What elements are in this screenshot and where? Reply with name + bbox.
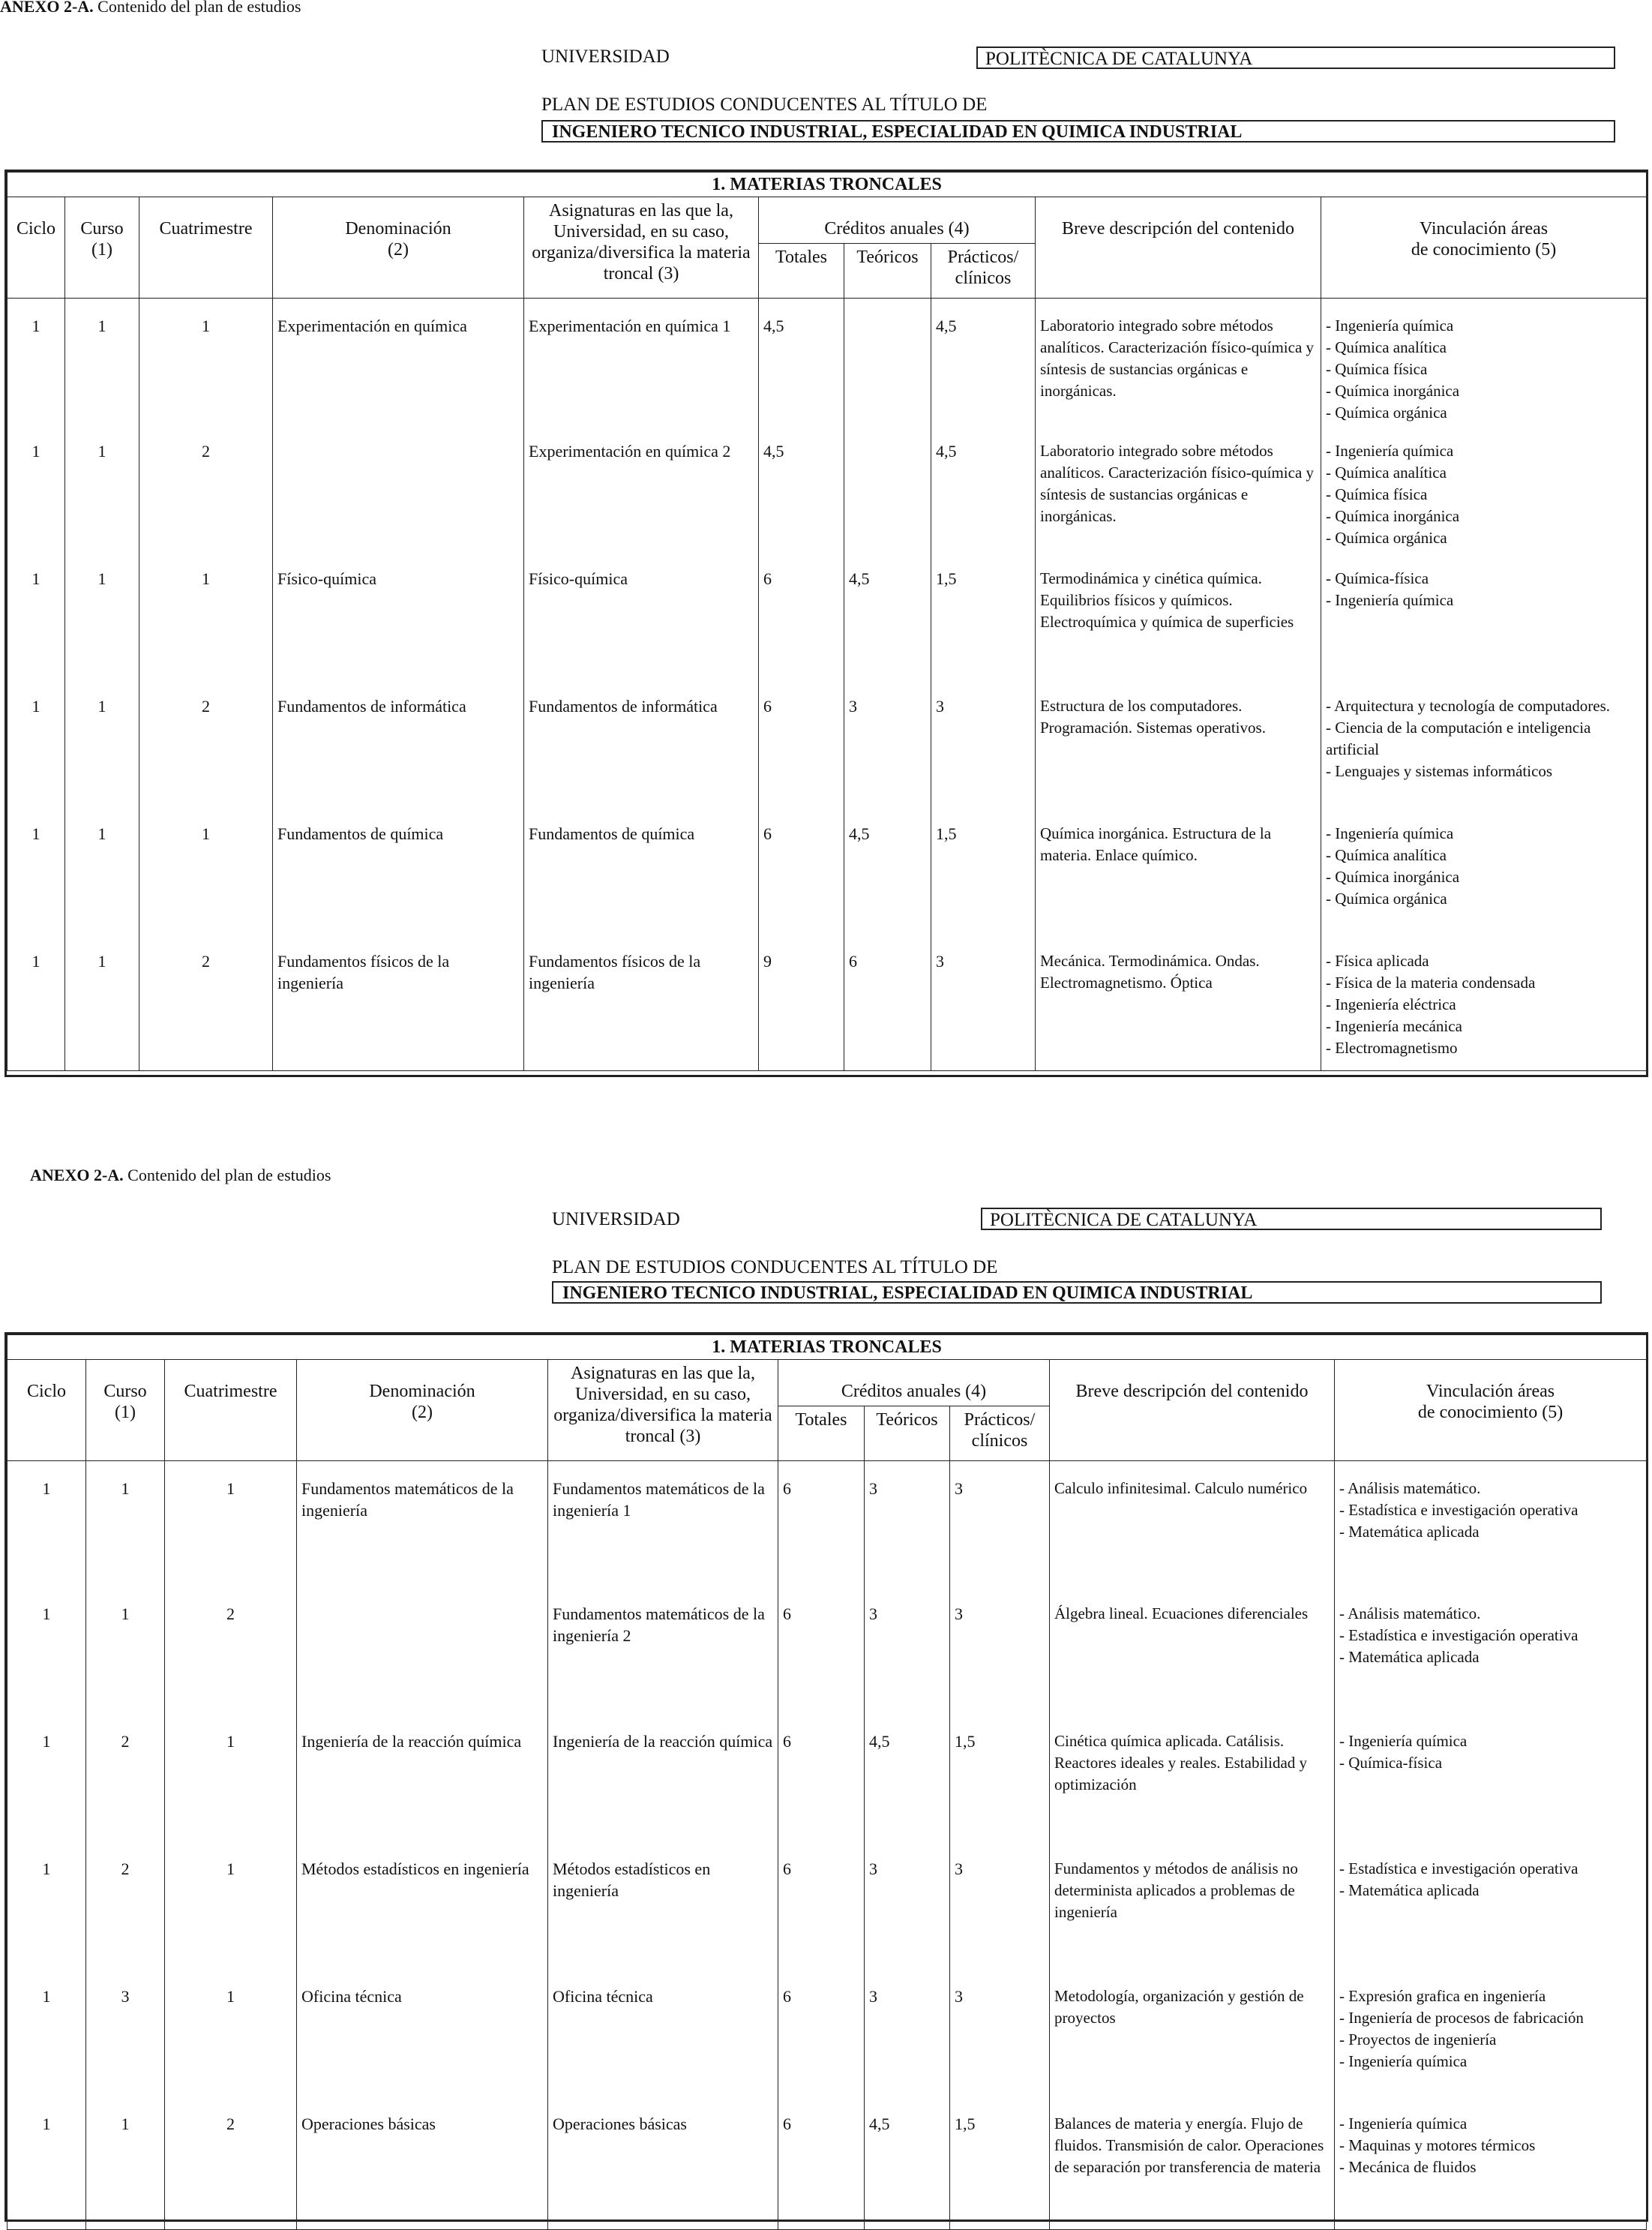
cell-descripcion: Fundamentos y métodos de análisis no determinista aplicados a problemas de ingeniería bbox=[1050, 1847, 1335, 1975]
cell-areas: - Ingeniería química - Química analítica - Química física - Química inorgánica - Química orgánica bbox=[1321, 299, 1647, 430]
annex-label: ANEXO 2-A. bbox=[0, 0, 94, 16]
cell-totales: 6 bbox=[778, 1975, 865, 2102]
cell-ciclo: 1 bbox=[7, 1847, 86, 1975]
cell-totales: 6 bbox=[778, 2102, 865, 2230]
cell-cuatrimestre: 2 bbox=[139, 430, 273, 557]
header-curso: Curso (1) bbox=[86, 1360, 165, 1461]
cell-areas: - Arquitectura y tecnología de computadores. - Ciencia de la computación e inteligencia artificial - Lenguajes y sistemas informáticos bbox=[1321, 685, 1647, 812]
cell-cuatrimestre: 1 bbox=[139, 557, 273, 685]
cell-ciclo: 1 bbox=[7, 430, 65, 557]
cell-cuatrimestre: 2 bbox=[139, 685, 273, 812]
table-row bbox=[7, 1720, 1647, 1847]
cell-denominacion: Oficina técnica bbox=[297, 1975, 548, 2102]
header-descripcion: Breve descripción del contenido bbox=[1036, 197, 1321, 299]
university-label: UNIVERSIDAD bbox=[541, 47, 670, 67]
cell-cuatrimestre: 1 bbox=[165, 1847, 297, 1975]
cell-descripcion: Balances de materia y energía. Flujo de fluidos. Transmisión de calor. Operaciones de separación por transferencia de materia bbox=[1050, 2102, 1335, 2230]
cell-practicos: 3 bbox=[950, 1592, 1050, 1720]
cell-curso: 1 bbox=[86, 1461, 165, 1592]
university-value: POLITÈCNICA DE CATALUNYA bbox=[981, 1208, 1602, 1230]
cell-asignatura: Experimentación en química 1 bbox=[524, 299, 759, 430]
cell-curso: 2 bbox=[86, 1720, 165, 1847]
cell-teoricos: 4,5 bbox=[865, 2102, 950, 2230]
cell-asignatura: Fundamentos físicos de la ingeniería bbox=[524, 940, 759, 1071]
cell-asignatura: Métodos estadísticos en ingeniería bbox=[548, 1847, 778, 1975]
header-creditos: Créditos anuales (4) bbox=[778, 1360, 1050, 1406]
cell-areas: - Análisis matemático. - Estadística e investigación operativa - Matemática aplicada bbox=[1335, 1461, 1647, 1592]
header-practicos: Prácticos/ clínicos bbox=[931, 244, 1036, 299]
cell-totales: 6 bbox=[759, 812, 844, 940]
cell-asignatura: Fundamentos matemáticos de la ingeniería 1 bbox=[548, 1461, 778, 1592]
cell-teoricos bbox=[844, 430, 931, 557]
cell-practicos: 1,5 bbox=[950, 2102, 1050, 2230]
subjects-table bbox=[7, 1334, 1647, 2230]
table-row bbox=[7, 1461, 1647, 1592]
cell-totales: 6 bbox=[778, 1847, 865, 1975]
cell-denominacion: Experimentación en química bbox=[273, 299, 524, 430]
cell-ciclo: 1 bbox=[7, 940, 65, 1071]
cell-practicos: 4,5 bbox=[931, 299, 1036, 430]
header-asignaturas: Asignaturas en las que la, Universidad, en su caso, organiza/diversifica la materia troncal (3) bbox=[548, 1360, 778, 1461]
annex-text: Contenido del plan de estudios bbox=[123, 1166, 331, 1184]
cell-descripcion: Laboratorio integrado sobre métodos analíticos. Caracterización físico-química y síntesis de sustancias orgánicas e inorgánicas. bbox=[1036, 430, 1321, 557]
header-totales: Totales bbox=[778, 1406, 865, 1461]
header-curso: Curso (1) bbox=[65, 197, 139, 299]
table-row bbox=[7, 2102, 1647, 2230]
cell-denominacion bbox=[297, 1592, 548, 1720]
cell-curso: 3 bbox=[86, 1975, 165, 2102]
cell-teoricos: 3 bbox=[865, 1592, 950, 1720]
cell-descripcion: Termodinámica y cinética química. Equilibrios físicos y químicos. Electroquímica y química de superficies bbox=[1036, 557, 1321, 685]
cell-asignatura: Experimentación en química 2 bbox=[524, 430, 759, 557]
cell-curso: 1 bbox=[65, 940, 139, 1071]
table-row bbox=[7, 685, 1647, 812]
cell-ciclo: 1 bbox=[7, 557, 65, 685]
cell-areas: - Ingeniería química - Química analítica - Química inorgánica - Química orgánica bbox=[1321, 812, 1647, 940]
cell-areas: - Ingeniería química - Química analítica - Química física - Química inorgánica - Química orgánica bbox=[1321, 430, 1647, 557]
cell-curso: 1 bbox=[86, 1592, 165, 1720]
cell-curso: 1 bbox=[65, 557, 139, 685]
cell-denominacion bbox=[273, 430, 524, 557]
cell-areas: - Química-física - Ingeniería química bbox=[1321, 557, 1647, 685]
table-body bbox=[7, 299, 1647, 1071]
cell-teoricos: 4,5 bbox=[865, 1720, 950, 1847]
annex-text: Contenido del plan de estudios bbox=[93, 0, 301, 16]
annex-heading bbox=[0, 0, 301, 17]
cell-curso: 1 bbox=[86, 2102, 165, 2230]
cell-asignatura: Oficina técnica bbox=[548, 1975, 778, 2102]
cell-descripcion: Calculo infinitesimal. Calculo numérico bbox=[1050, 1461, 1335, 1592]
section-title: 1. MATERIAS TRONCALES bbox=[7, 1335, 1647, 1360]
header-vinculacion: Vinculación áreas de conocimiento (5) bbox=[1321, 197, 1647, 299]
header-practicos: Prácticos/ clínicos bbox=[950, 1406, 1050, 1461]
cell-ciclo: 1 bbox=[7, 1975, 86, 2102]
cell-teoricos: 3 bbox=[865, 1975, 950, 2102]
cell-asignatura: Operaciones básicas bbox=[548, 2102, 778, 2230]
header-teoricos: Teóricos bbox=[844, 244, 931, 299]
cell-denominacion: Fundamentos de química bbox=[273, 812, 524, 940]
cell-denominacion: Fundamentos matemáticos de la ingeniería bbox=[297, 1461, 548, 1592]
header-ciclo: Ciclo bbox=[7, 1360, 86, 1461]
table-row bbox=[7, 1847, 1647, 1975]
cell-areas: - Análisis matemático. - Estadística e investigación operativa - Matemática aplicada bbox=[1335, 1592, 1647, 1720]
section-title: 1. MATERIAS TRONCALES bbox=[7, 173, 1647, 197]
header-denominacion: Denominación (2) bbox=[273, 197, 524, 299]
cell-descripcion: Álgebra lineal. Ecuaciones diferenciales bbox=[1050, 1592, 1335, 1720]
cell-totales: 6 bbox=[778, 1720, 865, 1847]
annex-heading bbox=[30, 1166, 331, 1185]
cell-denominacion: Fundamentos de informática bbox=[273, 685, 524, 812]
cell-descripcion: Estructura de los computadores. Programación. Sistemas operativos. bbox=[1036, 685, 1321, 812]
cell-practicos: 3 bbox=[931, 685, 1036, 812]
cell-ciclo: 1 bbox=[7, 2102, 86, 2230]
table-body bbox=[7, 1461, 1647, 2230]
cell-practicos: 1,5 bbox=[950, 1720, 1050, 1847]
cell-denominacion: Operaciones básicas bbox=[297, 2102, 548, 2230]
cell-practicos: 3 bbox=[950, 1847, 1050, 1975]
header-creditos: Créditos anuales (4) bbox=[759, 197, 1036, 244]
table-row bbox=[7, 940, 1647, 1071]
cell-ciclo: 1 bbox=[7, 685, 65, 812]
cell-asignatura: Ingeniería de la reacción química bbox=[548, 1720, 778, 1847]
cell-practicos: 3 bbox=[931, 940, 1036, 1071]
header-teoricos: Teóricos bbox=[865, 1406, 950, 1461]
cell-teoricos: 3 bbox=[865, 1847, 950, 1975]
cell-areas: - Ingeniería química - Maquinas y motores térmicos - Mecánica de fluidos bbox=[1335, 2102, 1647, 2230]
cell-practicos: 4,5 bbox=[931, 430, 1036, 557]
cell-areas: - Ingeniería química - Química-física bbox=[1335, 1720, 1647, 1847]
cell-cuatrimestre: 1 bbox=[165, 1461, 297, 1592]
cell-curso: 1 bbox=[65, 299, 139, 430]
cell-teoricos bbox=[844, 299, 931, 430]
table-row bbox=[7, 1592, 1647, 1720]
cell-cuatrimestre: 1 bbox=[165, 1720, 297, 1847]
cell-curso: 1 bbox=[65, 685, 139, 812]
cell-totales: 6 bbox=[759, 557, 844, 685]
cell-asignatura: Fundamentos de informática bbox=[524, 685, 759, 812]
cell-denominacion: Fundamentos físicos de la ingeniería bbox=[273, 940, 524, 1071]
cell-asignatura: Fundamentos matemáticos de la ingeniería 2 bbox=[548, 1592, 778, 1720]
cell-totales: 9 bbox=[759, 940, 844, 1071]
cell-ciclo: 1 bbox=[7, 812, 65, 940]
cell-cuatrimestre: 1 bbox=[165, 1975, 297, 2102]
cell-areas: - Expresión grafica en ingeniería - Ingeniería de procesos de fabricación - Proyectos de ingeniería - Ingeniería química bbox=[1335, 1975, 1647, 2102]
university-value: POLITÈCNICA DE CATALUNYA bbox=[976, 47, 1615, 69]
cell-descripcion: Química inorgánica. Estructura de la materia. Enlace químico. bbox=[1036, 812, 1321, 940]
plan-label: PLAN DE ESTUDIOS CONDUCENTES AL TÍTULO DE bbox=[552, 1257, 998, 1277]
header-totales: Totales bbox=[759, 244, 844, 299]
table-row bbox=[7, 430, 1647, 557]
plan-label: PLAN DE ESTUDIOS CONDUCENTES AL TÍTULO DE bbox=[541, 95, 988, 115]
cell-cuatrimestre: 1 bbox=[139, 812, 273, 940]
cell-totales: 4,5 bbox=[759, 430, 844, 557]
cell-teoricos: 4,5 bbox=[844, 812, 931, 940]
cell-curso: 1 bbox=[65, 812, 139, 940]
cell-cuatrimestre: 2 bbox=[165, 2102, 297, 2230]
cell-practicos: 1,5 bbox=[931, 557, 1036, 685]
university-label: UNIVERSIDAD bbox=[552, 1209, 680, 1229]
cell-curso: 2 bbox=[86, 1847, 165, 1975]
subjects-table bbox=[7, 172, 1647, 1071]
cell-totales: 6 bbox=[778, 1461, 865, 1592]
degree-title: INGENIERO TECNICO INDUSTRIAL, ESPECIALIDAD EN QUIMICA INDUSTRIAL bbox=[552, 1281, 1602, 1304]
cell-ciclo: 1 bbox=[7, 1720, 86, 1847]
table-row bbox=[7, 557, 1647, 685]
cell-cuatrimestre: 2 bbox=[139, 940, 273, 1071]
header-vinculacion: Vinculación áreas de conocimiento (5) bbox=[1335, 1360, 1647, 1461]
header-cuatrimestre: Cuatrimestre bbox=[165, 1360, 297, 1461]
degree-title: INGENIERO TECNICO INDUSTRIAL, ESPECIALIDAD EN QUIMICA INDUSTRIAL bbox=[541, 120, 1615, 143]
cell-asignatura: Físico-química bbox=[524, 557, 759, 685]
cell-cuatrimestre: 2 bbox=[165, 1592, 297, 1720]
cell-descripcion: Cinética química aplicada. Catálisis. Reactores ideales y reales. Estabilidad y optimización bbox=[1050, 1720, 1335, 1847]
table-row bbox=[7, 1975, 1647, 2102]
header-asignaturas: Asignaturas en las que la, Universidad, en su caso, organiza/diversifica la materia troncal (3) bbox=[524, 197, 759, 299]
header-descripcion: Breve descripción del contenido bbox=[1050, 1360, 1335, 1461]
header-cuatrimestre: Cuatrimestre bbox=[139, 197, 273, 299]
cell-denominacion: Métodos estadísticos en ingeniería bbox=[297, 1847, 548, 1975]
cell-cuatrimestre: 1 bbox=[139, 299, 273, 430]
cell-teoricos: 3 bbox=[844, 685, 931, 812]
cell-denominacion: Ingeniería de la reacción química bbox=[297, 1720, 548, 1847]
cell-denominacion: Físico-química bbox=[273, 557, 524, 685]
cell-ciclo: 1 bbox=[7, 1592, 86, 1720]
cell-practicos: 3 bbox=[950, 1975, 1050, 2102]
cell-totales: 6 bbox=[759, 685, 844, 812]
cell-asignatura: Fundamentos de química bbox=[524, 812, 759, 940]
cell-descripcion: Laboratorio integrado sobre métodos analíticos. Caracterización físico-química y síntesis de sustancias orgánicas e inorgánicas. bbox=[1036, 299, 1321, 430]
table-row bbox=[7, 299, 1647, 430]
cell-curso: 1 bbox=[65, 430, 139, 557]
cell-practicos: 1,5 bbox=[931, 812, 1036, 940]
annex-label: ANEXO 2-A. bbox=[30, 1166, 124, 1184]
cell-practicos: 3 bbox=[950, 1461, 1050, 1592]
cell-areas: - Física aplicada - Física de la materia condensada - Ingeniería eléctrica - Ingeniería mecánica - Electromagnetismo bbox=[1321, 940, 1647, 1071]
header-denominacion: Denominación (2) bbox=[297, 1360, 548, 1461]
cell-ciclo: 1 bbox=[7, 299, 65, 430]
cell-teoricos: 3 bbox=[865, 1461, 950, 1592]
cell-ciclo: 1 bbox=[7, 1461, 86, 1592]
cell-teoricos: 4,5 bbox=[844, 557, 931, 685]
header-ciclo: Ciclo bbox=[7, 197, 65, 299]
cell-totales: 4,5 bbox=[759, 299, 844, 430]
cell-areas: - Estadística e investigación operativa - Matemática aplicada bbox=[1335, 1847, 1647, 1975]
cell-totales: 6 bbox=[778, 1592, 865, 1720]
table-row bbox=[7, 812, 1647, 940]
cell-descripcion: Mecánica. Termodinámica. Ondas. Electromagnetismo. Óptica bbox=[1036, 940, 1321, 1071]
cell-teoricos: 6 bbox=[844, 940, 931, 1071]
cell-descripcion: Metodología, organización y gestión de proyectos bbox=[1050, 1975, 1335, 2102]
